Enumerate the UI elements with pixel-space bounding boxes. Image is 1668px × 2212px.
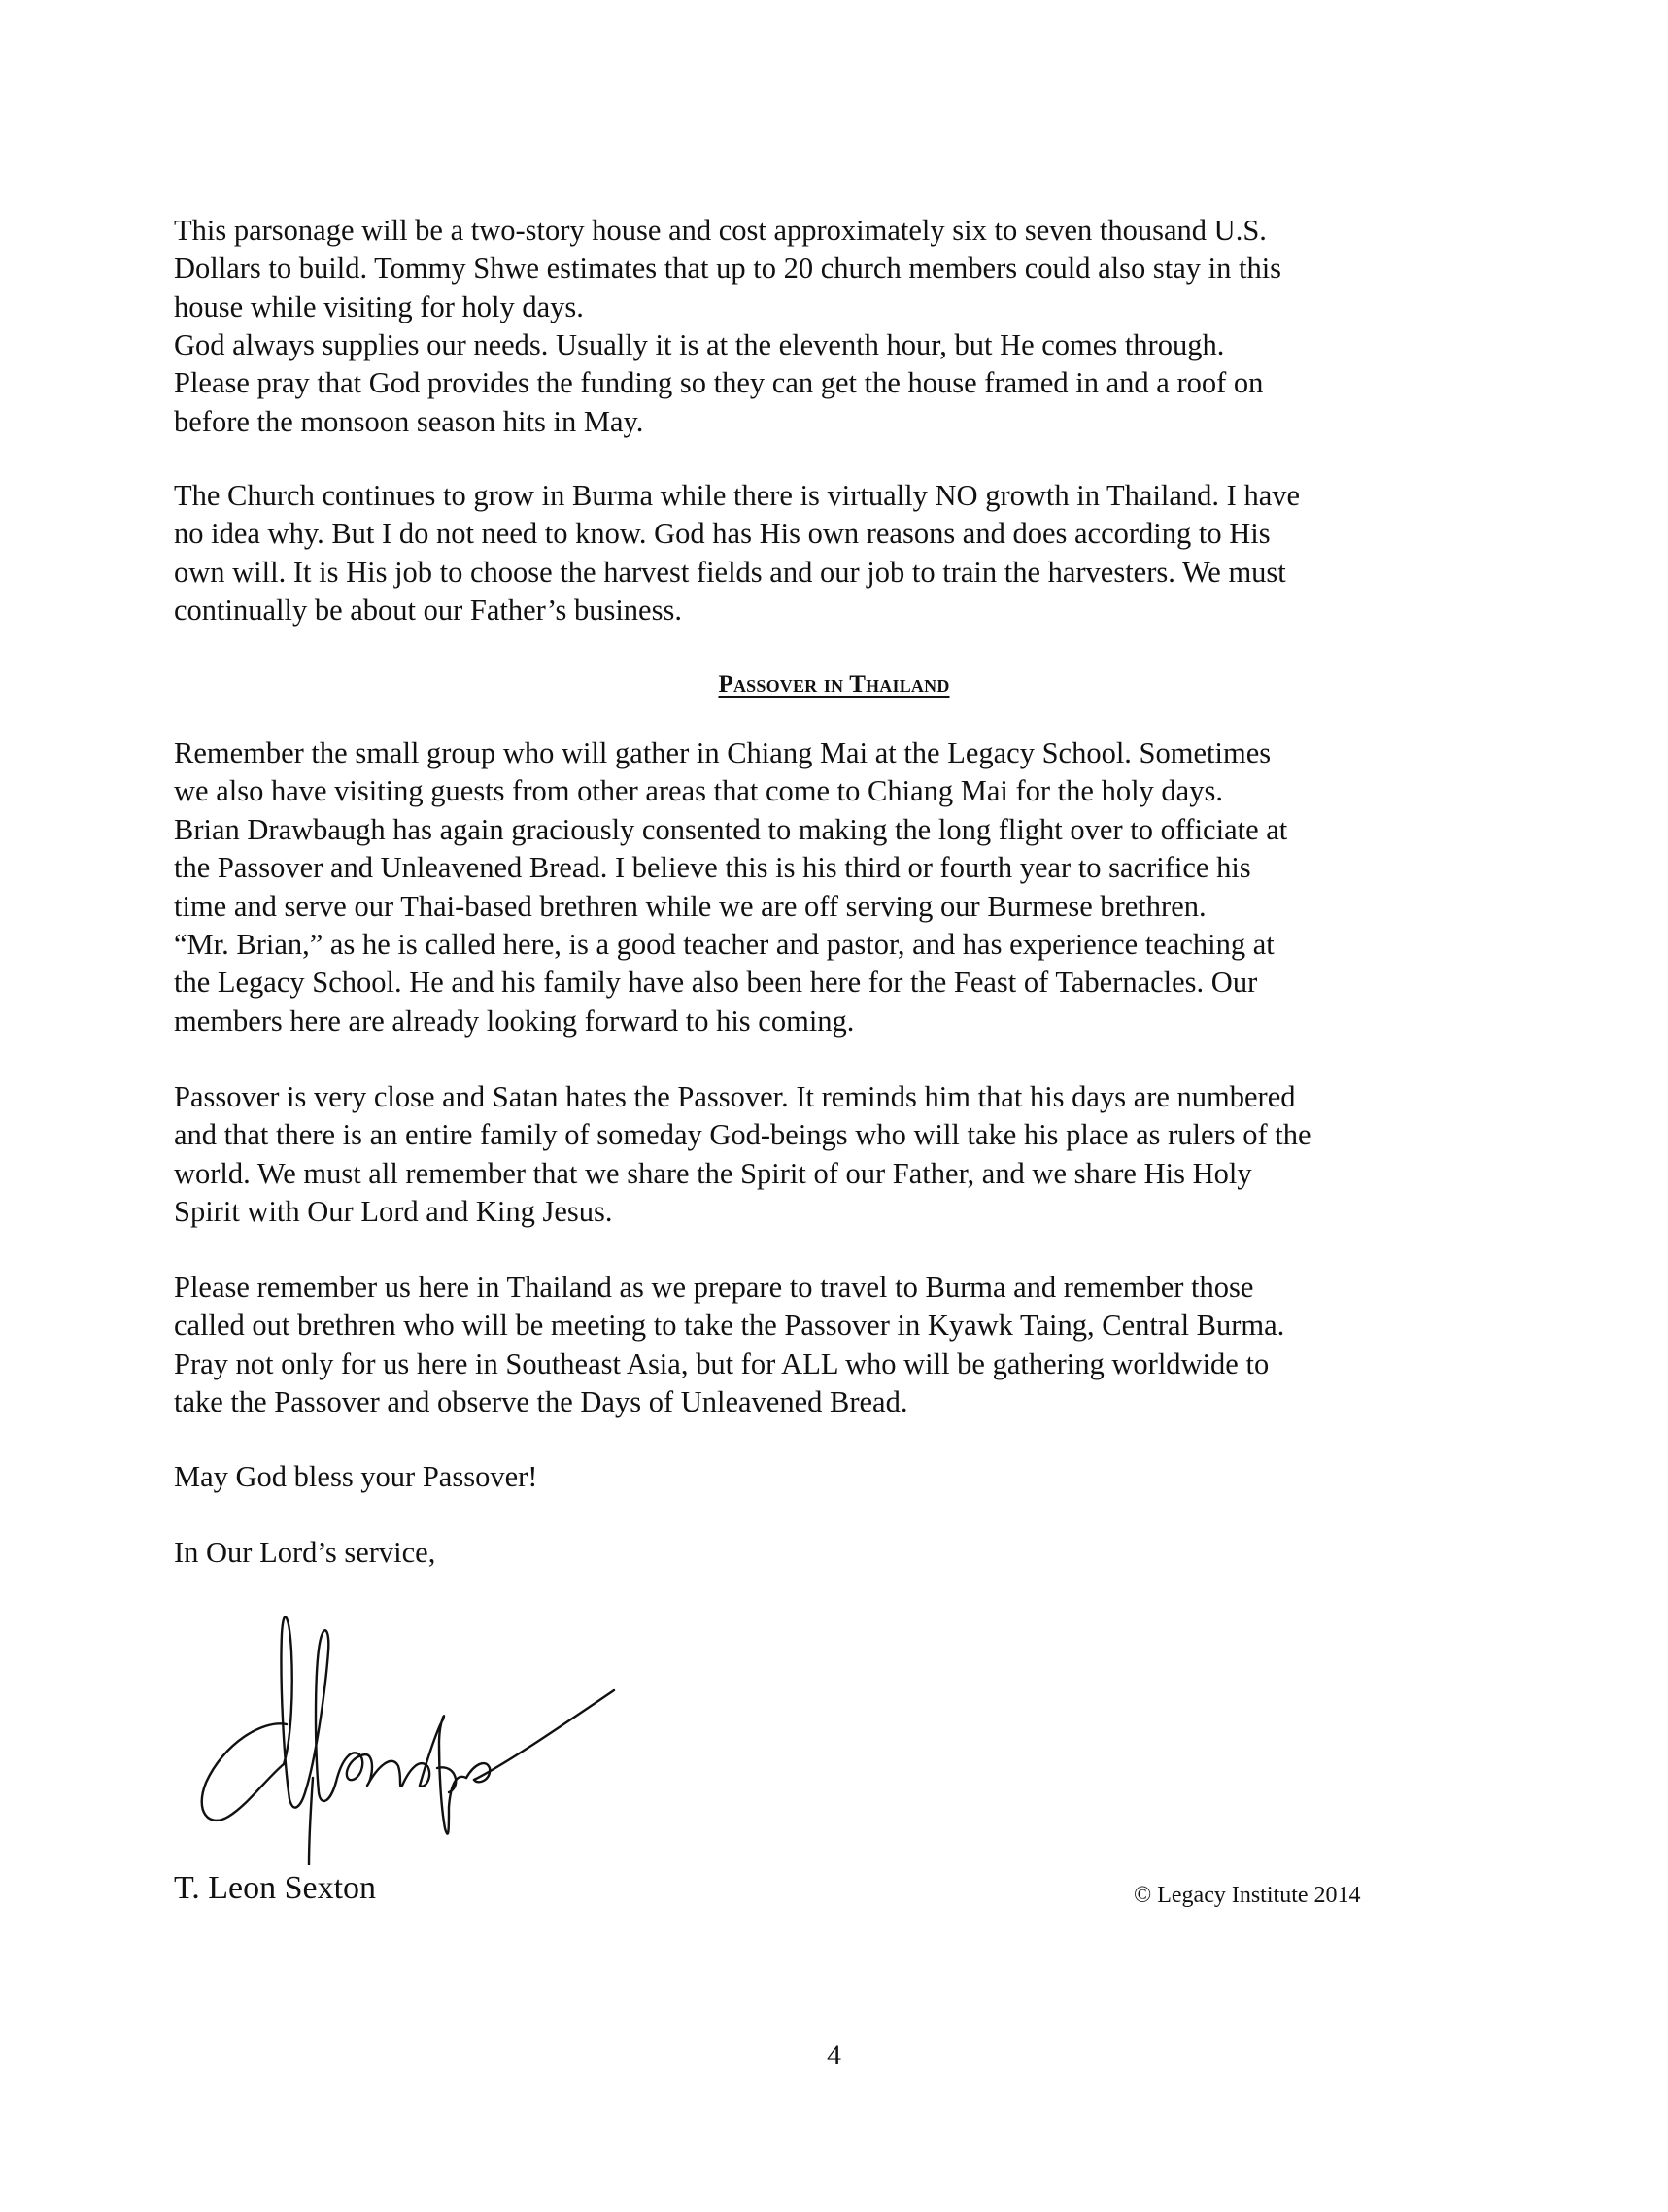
closing-line: [174, 1534, 1466, 1572]
text-line: take the Passover and observe the Days of Unleavened Bread.: [174, 1385, 908, 1419]
text-line: Dollars to build. Tommy Shwe estimates that up to 20 church members could also stay in this: [174, 252, 1282, 286]
page-number: 4: [827, 2039, 841, 2071]
paragraph-church-growth: [174, 477, 1466, 630]
text-line: In Our Lord’s service,: [174, 1536, 436, 1569]
text-line: continually be about our Father’s business.: [174, 594, 682, 628]
text-line: no idea why. But I do not need to know. God has His own reasons and does according to His: [174, 517, 1271, 551]
text-line: members here are already looking forward to his coming.: [174, 1004, 855, 1038]
section-heading: Passover in Thailand: [718, 671, 950, 698]
text-line: before the monsoon season hits in May.: [174, 404, 644, 438]
text-line: own will. It is His job to choose the harvest fields and our job to train the harvesters. We must: [174, 555, 1286, 589]
text-line: time and serve our Thai-based brethren while we are off serving our Burmese brethren.: [174, 889, 1207, 923]
text-line: and that there is an entire family of someday God-beings who will take his place as rulers of the: [174, 1118, 1311, 1152]
paragraph-remember-us: [174, 1269, 1466, 1422]
signer-name: T. Leon Sexton: [174, 1870, 377, 1906]
text-line: Please remember us here in Thailand as we prepare to travel to Burma and remember those: [174, 1271, 1254, 1304]
text-line: world. We must all remember that we share the Spirit of our Father, and we share His Holy: [174, 1156, 1252, 1190]
copyright-notice: © Legacy Institute 2014: [1134, 1883, 1361, 1908]
handwritten-signature: [194, 1574, 631, 1865]
paragraph-chiang-mai: [174, 734, 1466, 1040]
text-line: Remember the small group who will gather in Chiang Mai at the Legacy School. Sometimes: [174, 736, 1272, 769]
text-line: God always supplies our needs. Usually it is at the eleventh hour, but He comes through.: [174, 328, 1225, 361]
text-line: house while visiting for holy days.: [174, 289, 584, 323]
text-line: the Legacy School. He and his family have also been here for the Feast of Tabernacles. Our: [174, 966, 1258, 1000]
paragraph-parsonage: [174, 212, 1466, 326]
text-line: The Church continues to grow in Burma while there is virtually NO growth in Thailand. I have: [174, 479, 1301, 512]
text-line: the Passover and Unleavened Bread. I believe this is his third or fourth year to sacrifice his: [174, 851, 1251, 885]
text-line: “Mr. Brian,” as he is called here, is a good teacher and pastor, and has experience teaching at: [174, 928, 1275, 962]
text-line: Spirit with Our Lord and King Jesus.: [174, 1195, 613, 1229]
text-line: we also have visiting guests from other areas that come to Chiang Mai for the holy days.: [174, 774, 1223, 808]
text-line: May God bless your Passover!: [174, 1460, 538, 1493]
blessing-line: [174, 1458, 1466, 1496]
paragraph-passover-close: [174, 1078, 1466, 1232]
text-line: Pray not only for us here in Southeast Asia, but for ALL who will be gathering worldwide to: [174, 1346, 1270, 1380]
text-line: called out brethren who will be meeting to take the Passover in Kyawk Taing, Central Burma.: [174, 1309, 1285, 1343]
text-line: This parsonage will be a two-story house and cost approximately six to seven thousand U.S.: [174, 214, 1267, 247]
text-line: Please pray that God provides the funding so they can get the house framed in and a roof on: [174, 366, 1264, 400]
paragraph-god-supplies: [174, 326, 1466, 441]
text-line: Passover is very close and Satan hates the Passover. It reminds him that his days are numbered: [174, 1080, 1296, 1113]
text-line: Brian Drawbaugh has again graciously consented to making the long flight over to officiate at: [174, 812, 1288, 846]
